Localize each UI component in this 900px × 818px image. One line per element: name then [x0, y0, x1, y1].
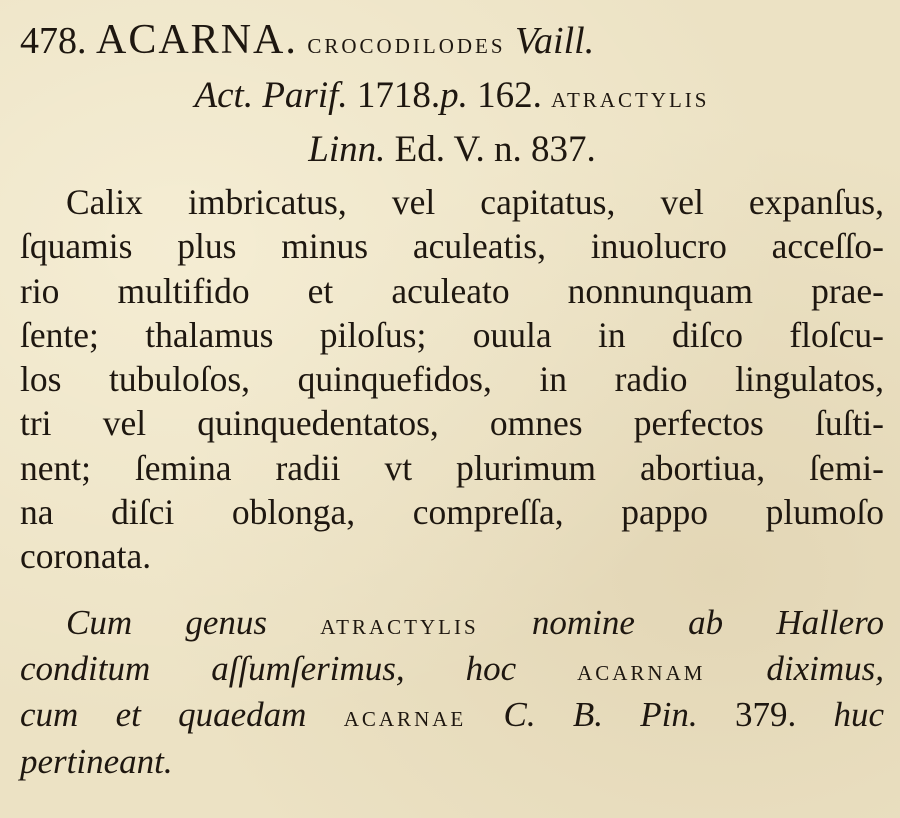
heading-line-1	[20, 14, 884, 70]
heading-line-3	[20, 124, 884, 176]
description-line: na diſci oblonga, compreſſa, pappo plumoſo	[20, 492, 884, 533]
note-smallcaps: acarnam	[577, 653, 706, 687]
edition-reference: Ed. V. n. 837.	[394, 129, 596, 170]
description-line: tri vel quinquedentatos, omnes perfectos ſuſti-	[20, 403, 884, 444]
reference-page: 162.	[477, 75, 542, 116]
entry-heading	[20, 14, 884, 176]
note-text: pertineant.	[20, 741, 173, 781]
note-text: cum et quaedam	[20, 695, 307, 735]
genus-description	[20, 180, 884, 579]
genus-name: ACARNA.	[96, 17, 298, 63]
note-text: huc	[833, 695, 885, 735]
note-smallcaps: acarnae	[343, 700, 467, 734]
synonym-author: Vaill.	[515, 20, 595, 62]
description-line: los tubuloſos, quinquefidos, in radio lingulatos,	[20, 359, 884, 400]
note-text: conditum aſſumſerimus, hoc	[20, 648, 517, 688]
note-line-4	[20, 740, 884, 784]
note-line-3	[20, 693, 884, 739]
second-synonym: atractylis	[551, 81, 710, 114]
entry-number: 478.	[20, 20, 87, 62]
description-line: Calix imbricatus, vel capitatus, vel expanſus,	[66, 182, 884, 222]
description-line: coronata.	[20, 536, 152, 577]
description-line: rio multifido et aculeato nonnunquam prae-	[20, 270, 884, 311]
note-text: nomine ab Hallero	[531, 602, 884, 642]
heading-line-2	[20, 70, 884, 124]
second-synonym-author: Linn.	[308, 129, 386, 170]
description-line: ſquamis plus minus aculeatis, inuolucro acceſſo-	[20, 226, 884, 267]
note-line-1	[20, 601, 884, 647]
reference-page-label: p.	[440, 75, 468, 116]
italic-note	[20, 601, 884, 784]
note-smallcaps: atractylis	[320, 607, 479, 641]
note-line-2	[20, 647, 884, 693]
description-line: nent; ſemina radii vt plurimum abortiua, ſemi-	[20, 447, 884, 488]
note-text: C. B. Pin.	[503, 695, 698, 735]
note-text: Cum genus	[66, 602, 268, 642]
reference-year: 1718.	[356, 75, 441, 116]
synonym-name: crocodilodes	[307, 27, 506, 60]
note-text: diximus,	[766, 648, 885, 688]
reference-journal: Act. Parif.	[194, 75, 348, 116]
description-line: ſente; thalamus piloſus; ouula in diſco floſcu-	[20, 314, 884, 355]
note-number: 379.	[734, 695, 797, 735]
